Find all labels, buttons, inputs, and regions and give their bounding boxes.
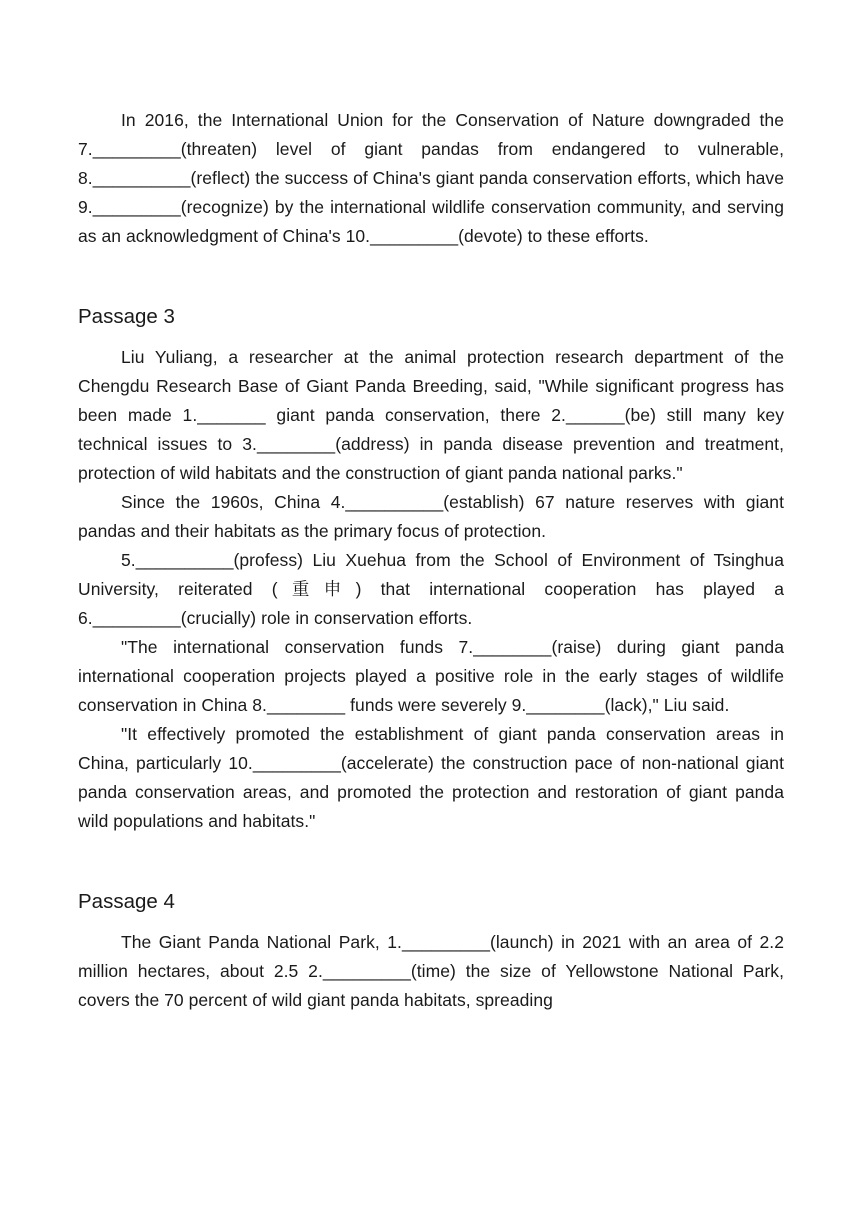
passage-4-heading: Passage 4 xyxy=(78,890,175,913)
passage-3-paragraph: "The international conservation funds 7.________(raise) during giant panda international cooperation projects played a positive role in the early stages of wildlife conservation in China 8.________ funds were severely 9.________(lack)," Liu said. xyxy=(78,637,784,715)
passage-3-heading: Passage 3 xyxy=(78,305,175,328)
section-spacer xyxy=(78,836,784,888)
passage-2-section xyxy=(78,106,784,251)
passage-3-paragraph: Liu Yuliang, a researcher at the animal protection research department of the Chengdu Research Base of Giant Panda Breeding, said, "While significant progress has been made 1._______ giant panda conservation, there 2.______(be) still many key technical issues to 3.________(address) in panda disease prevention and treatment, protection of wild habitats and the construction of giant panda national parks." xyxy=(78,347,784,483)
passage-4-section xyxy=(78,888,784,1015)
passage-2-paragraph: In 2016, the International Union for the Conservation of Nature downgraded the 7._________(threaten) level of giant pandas from endangered to vulnerable, 8.__________(reflect) the success of China's giant panda conservation efforts, which have 9._________(recognize) by the international wildlife conservation community, and serving as an acknowledgment of China's 10._________(devote) to these efforts. xyxy=(78,110,784,246)
passage-4-paragraph: The Giant Panda National Park, 1._________(launch) in 2021 with an area of 2.2 million hectares, about 2.5 2._________(time) the size of Yellowstone National Park, covers the 70 percent of wild giant panda habitats, spreading xyxy=(78,932,784,1010)
section-spacer xyxy=(78,251,784,303)
passage-3-paragraph: 5.__________(profess) Liu Xuehua from the School of Environment of Tsinghua University, reiterated (重申) that international cooperation has played a 6._________(crucially) role in conservation efforts. xyxy=(78,550,784,628)
heading-spacer xyxy=(78,916,784,928)
document-page xyxy=(78,106,784,1015)
passage-3-section xyxy=(78,303,784,836)
passage-3-paragraph: Since the 1960s, China 4.__________(establish) 67 nature reserves with giant pandas and their habitats as the primary focus of protection. xyxy=(78,492,784,541)
heading-spacer xyxy=(78,331,784,343)
passage-3-paragraph: "It effectively promoted the establishment of giant panda conservation areas in China, particularly 10._________(accelerate) the construction pace of non-national giant panda conservation areas, and promoted the protection and restoration of giant panda wild populations and habitats." xyxy=(78,724,784,831)
